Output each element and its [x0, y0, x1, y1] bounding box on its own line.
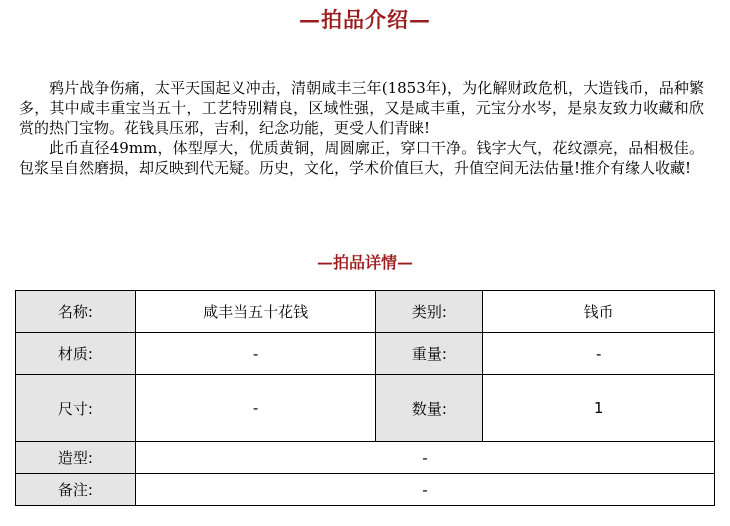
table-row	[16, 442, 715, 474]
weight-value: -	[483, 333, 715, 375]
category-label: 类别:	[376, 291, 483, 333]
name-value: 咸丰当五十花钱	[135, 291, 376, 333]
weight-label: 重量:	[376, 333, 483, 375]
name-label: 名称:	[16, 291, 136, 333]
category-value: 钱币	[483, 291, 715, 333]
quantity-value: 1	[483, 375, 715, 442]
material-label: 材质:	[16, 333, 136, 375]
intro-paragraph-2: 此币直径49mm，体型厚大，优质黄铜，周圆廓正，穿口干净。钱字大气，花纹漂亮，品相极佳。包浆呈自然磨损，却反映到代无疑。历史，文化，学术价值巨大，升值空间无法估量!推介有缘人收藏!	[19, 139, 704, 177]
details-table	[15, 290, 715, 506]
details-title: —拍品详情—	[316, 253, 413, 272]
size-value: -	[135, 375, 376, 442]
table-row	[16, 375, 715, 442]
remarks-value: -	[135, 474, 714, 506]
remarks-label: 备注:	[16, 474, 136, 506]
intro-text	[19, 78, 704, 178]
page-title: —拍品介绍—	[299, 7, 431, 32]
material-value: -	[135, 333, 376, 375]
shape-label: 造型:	[16, 442, 136, 474]
quantity-label: 数量:	[376, 375, 483, 442]
size-label: 尺寸:	[16, 375, 136, 442]
table-row	[16, 333, 715, 375]
table-row	[16, 291, 715, 333]
intro-paragraph-1: 鸦片战争伤痛，太平天国起义冲击，清朝咸丰三年(1853年)，为化解财政危机，大造钱币，品种繁多，其中咸丰重宝当五十，工艺特别精良，区域性强，又是咸丰重，元宝分水岑，是泉友致力收藏和欣赏的热门宝物。花钱具压邪，吉利，纪念功能，更受人们青睐!	[19, 79, 704, 137]
shape-value: -	[135, 442, 714, 474]
table-row	[16, 474, 715, 506]
